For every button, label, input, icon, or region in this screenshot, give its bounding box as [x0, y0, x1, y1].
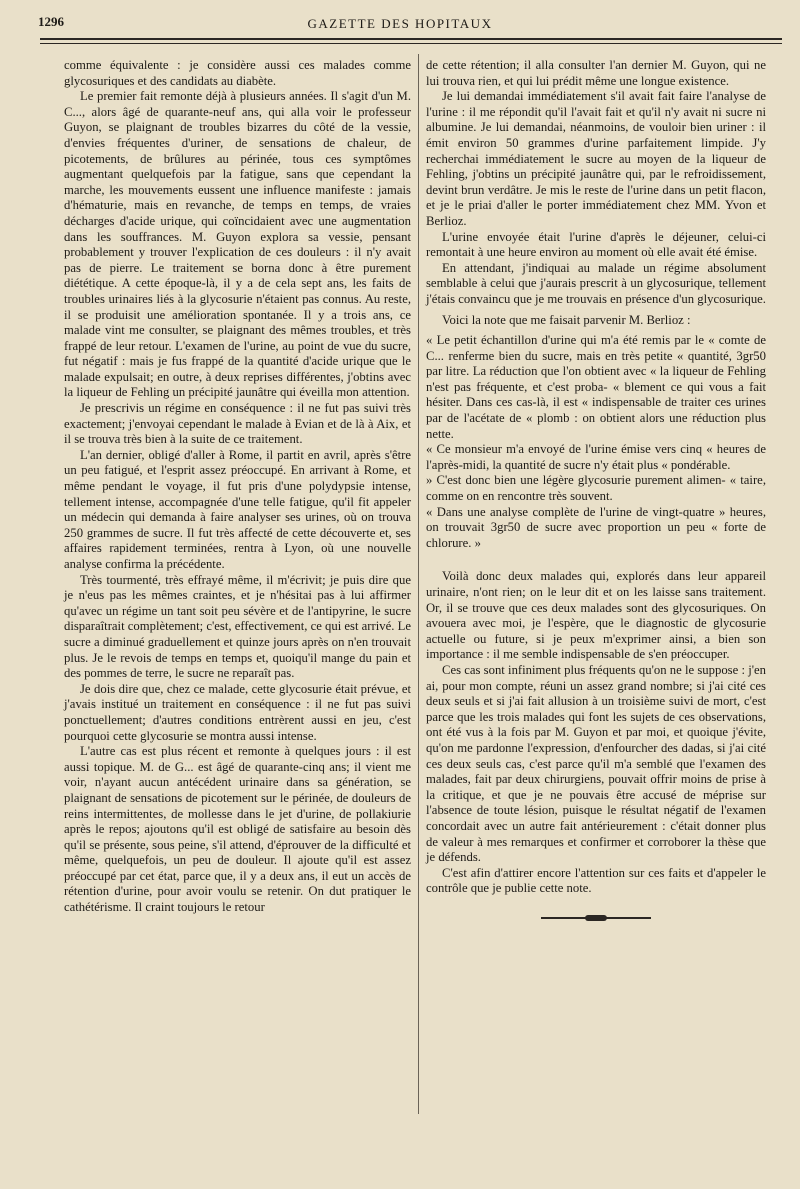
paragraph: Je prescrivis un régime en conséquence : il ne fut pas suivi très exactement; j'envoyai cependant le malade à Evian et de là à Aix, et il se trouva très bien à la suite de ce traitement. [64, 401, 411, 447]
end-of-article-ornament [541, 917, 651, 919]
paragraph: de cette rétention; il alla consulter l'an dernier M. Guyon, qui ne lui trouva rien, et qui lui prédit même une longue existence. [426, 58, 766, 88]
paragraph: Voici la note que me faisait parvenir M. Berlioz : [442, 312, 691, 327]
quote-paragraph: « Le petit échantillon d'urine qui m'a été remis par le « comte de C... renferme bien du sucre, mais en très petite « quantité, 3gr50 par litre. La réduction que l'on obtient avec « la liqueur de Fehling n'est pas fréquente, et c'est proba- « blement ce qui vous a fait hésiter. Dans ces cas-là, il est « indispensable de traiter ces urines par de l'acétate de « plomb : on obtient alors une réduction plus nette. [426, 333, 766, 441]
paragraph: L'an dernier, obligé d'aller à Rome, il partit en avril, après s'être un peu fatigué, et l'esprit assez préoccupé. En arrivant à Rome, et même pendant le voyage, il fut pris d'une polydypsie intense, tellement intense, accompagnée d'une telle fatigue, qu'il fit appeler un médecin qui demanda à faire analyser ses urines, où on trouva 250 grammes de sucre. Il fut très affecté de cette découverte et, ses affaires rapidement terminées, rentra à Lyon, où une nouvelle analyse confirma la précédente. [64, 447, 411, 571]
column-divider [418, 54, 419, 1114]
header-rule-thin [40, 43, 782, 44]
paragraph: En attendant, j'indiquai au malade un régime absolument semblable à celui que j'aurais prescrit à un glycosurique, tellement j'étais convaincu que je me trouvais en présence d'un glycosurique. [426, 260, 766, 306]
paragraph: L'urine envoyée était l'urine d'après le déjeuner, celui-ci remontait à une heure environ au moment où elle avait été émise. [426, 229, 766, 260]
quote-paragraph: « Dans une analyse complète de l'urine de vingt-quatre » heures, on trouvait 3gr50 de sucre avec proportion un peu « forte de chlorure. » [426, 504, 766, 550]
paragraph: comme équivalente : je considère aussi ces malades comme glycosuriques et des candidats au diabète. [64, 58, 411, 88]
paragraph: Je dois dire que, chez ce malade, cette glycosurie était prévue, et j'avais institué un traitement en conséquence : il ne fut pas suivi ponctuellement; d'autres conditions entrèrent aussi en jeu, c'est pourquoi cette glycosurie se montra aussi intense. [64, 681, 411, 743]
header-rule-thick [40, 38, 782, 40]
paragraph: Très tourmenté, très effrayé même, il m'écrivit; je puis dire que je n'eus pas les mêmes craintes, et je n'hésitai pas à lui affirmer qu'avec un régime un tant soit peu sévère et de l'antipyrine, le sucre disparaîtrait complètement; c'est, effectivement, ce qui est arrivé. Le sucre a diminué graduellement et quinze jours après on n'en trouvait plus. Je le revois de temps en temps et, quoiqu'il mange du pain et des pommes de terre, le sucre ne reparaît pas. [64, 572, 411, 681]
quoted-note [426, 333, 766, 551]
left-column [64, 58, 411, 916]
running-head: GAZETTE DES HOPITAUX [307, 16, 493, 31]
right-column [426, 58, 766, 919]
paragraph: Je lui demandai immédiatement s'il avait fait faire l'analyse de l'urine : il me répondit qu'il l'avait fait et qu'il n'y avait ni sucre ni albumine. Je lui demandai, néanmoins, de vouloir bien uriner : il émit environ 50 grammes d'urine parfaitement limpide. J'y recherchai immédiatement le sucre au moyen de la liqueur de Fehling, j'obtins un précipité jaunâtre qui, par le refroidissement, devint brun verdâtre. Je mis le reste de l'urine dans un petit flacon, et je le priai d'aller le porter immédiatement chez MM. Yvon et Berlioz. [426, 89, 766, 228]
paragraph: C'est afin d'attirer encore l'attention sur ces faits et d'appeler le contrôle que je publie cette note. [426, 865, 766, 896]
page-number: 1296 [38, 14, 64, 29]
paragraph: Voilà donc deux malades qui, explorés dans leur appareil urinaire, n'ont rien; on le leur dit et on les laisse sans traitement. Or, il se trouve que ces deux malades sont des glycosuriques. On avouera avec moi, je l'espère, que le diagnostic de glycosurie actuelle ou future, si je peux m'exprimer ainsi, a bien son importance : il me semble indispensable de s'en préoccuper. [426, 569, 766, 662]
quote-paragraph: » C'est donc bien une légère glycosurie purement alimen- « taire, comme on en rencontre très souvent. [426, 473, 766, 504]
quote-paragraph: « Ce monsieur m'a envoyé de l'urine émise vers cinq « heures de l'après-midi, la quantité de sucre n'y était plus « pondérable. [426, 442, 766, 472]
paragraph: Ces cas sont infiniment plus fréquents qu'on ne le suppose : j'en ai, pour mon compte, réuni un assez grand nombre; si j'ai cité ces deux seuls et si j'ai fait allusion à un troisième suivi de mort, c'est parce que les trois malades qui font les sujets de ces observations, ont été vus à la fois par M. Guyon et par moi, et quoique j'évite, qu'on me pardonne l'expression, d'enfourcher des dadas, si j'ai cité ces deux seuls cas, c'est parce qu'il m'a semblé que l'examen des malades, fait par deux chirurgiens, pouvait offrir moins de prise à la critique, et que je ne pouvais être accusé de méprise sur l'absence de toute lésion, puisque le résultat négatif de l'examen concordait avec un autre fait antérieurement : c'était donner plus de valeur à mes remarques et confirmer et corroborer la thèse que je défends. [426, 662, 766, 865]
paragraph: Le premier fait remonte déjà à plusieurs années. Il s'agit d'un M. C..., alors âgé de quarante-neuf ans, qui alla voir le professeur Guyon, se plaignant de troubles bizarres du côté de la vessie, d'envies fréquentes d'uriner, de sensations de chaleur, de picotements, de brûlures au périnée, tous ces symptômes augmentant quelquefois par la fatigue, sans que cependant la marche, les mouvements eussent une influence manifeste : jamais d'hématurie, mais en revanche, de temps en temps, de vraies décharges d'acide urique, qui coïncidaient avec une augmentation dans les souffrances. M. Guyon explora sa vessie, pensant probablement y trouver l'explication de ces douleurs : il n'y avait pas de pierre. Le traitement se borna donc à être purement diététique. A cette époque-là, il y a de cela sept ans, les faits de troubles urinaires liés à la glycosurie n'étaient pas connus. Au reste, il se produisit une amélioration spontanée. Il y a trois ans, ce malade vint me consulter, se plaignant des mêmes troubles, et très frappé de leur retour. L'examen de l'urine, au point de vue du sucre, fut négatif : mais je fus frappé de la quantité d'acide urique que le malade expulsait; en outre, à deux reprises différentes, j'obtins avec la liqueur de Fehling un précipité jaunâtre qui éveilla mon attention. [64, 89, 411, 400]
paragraph: L'autre cas est plus récent et remonte à quelques jours : il est aussi topique. M. de G... est âgé de quarante-cinq ans; il vient me voir, n'ayant aucun antécédent urinaire dans sa génération, se plaignant de sensations de picotement sur le périnée, de douleurs de reins intermittentes, de mollesse dans le jet d'urine, de pollakiurie après le repos; ajoutons qu'il est obligé de satisfaire au besoin dès qu'il se présente, sous peine, s'il attend, d'éprouver de la difficulté et même, quelquefois, un peu de douleur. Il ajoute qu'il est assez préoccupé par cet état, parce que, il y a deux ans, il eut un accès de rétention d'urine, pour avoir voulu se retenir. On dut pratiquer le cathétérisme. Il craint toujours le retour [64, 744, 411, 915]
